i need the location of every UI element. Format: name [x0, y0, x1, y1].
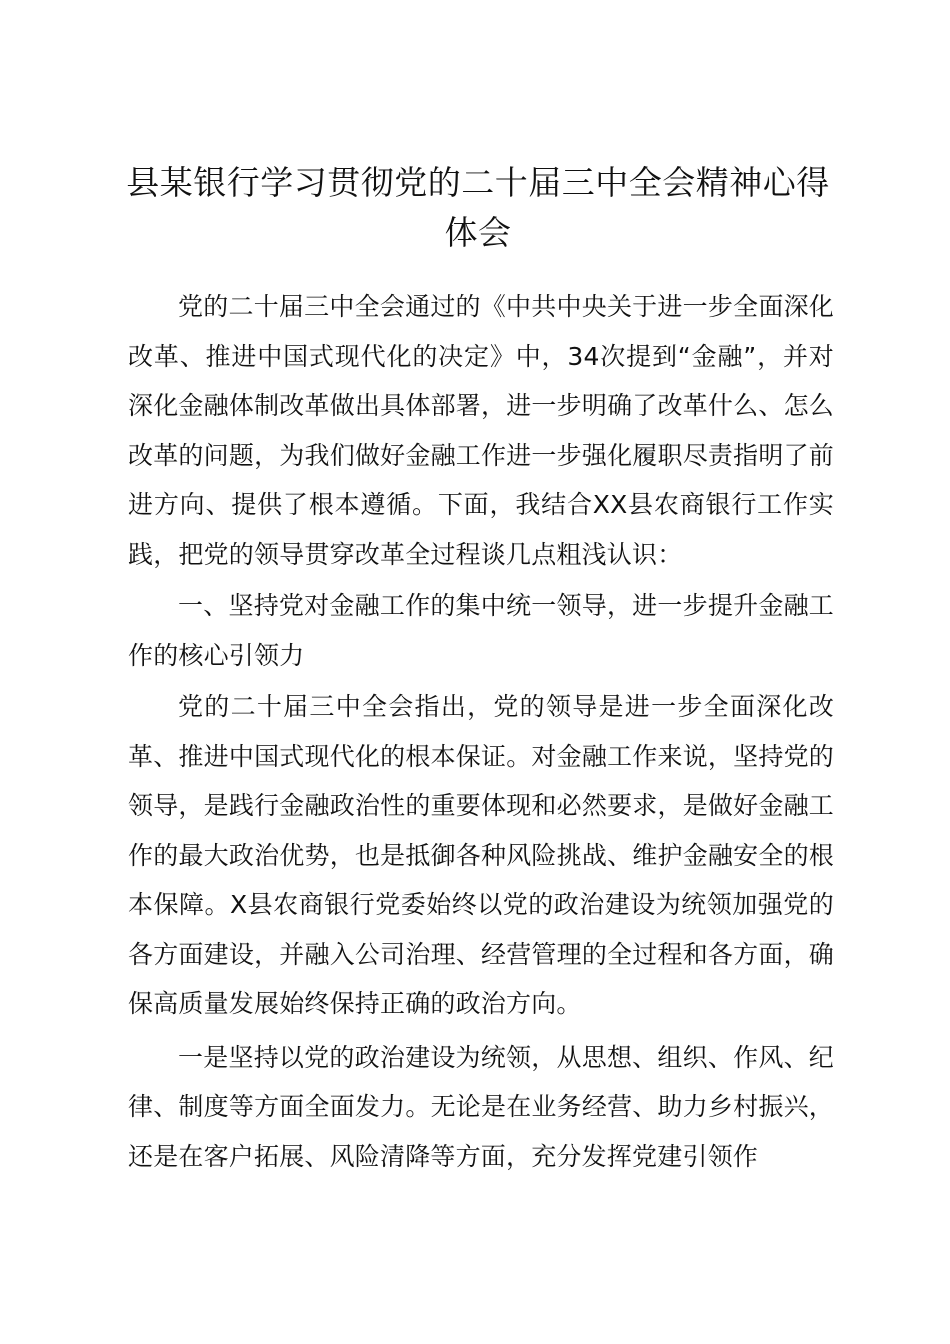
point-1-paragraph: 一是坚持以党的政治建设为统领，从思想、组织、作风、纪律、制度等方面全面发力。无论是在业务经营、助力乡村振兴，还是在客户拓展、风险清降等方面，充分发挥党建引领作 [128, 1042, 834, 1171]
document-title: 县某银行学习贯彻党的二十届三中全会精神心得体会 [126, 163, 830, 252]
intro-paragraph: 党的二十届三中全会通过的《中共中央关于进一步全面深化改革、推进中国式现代化的决定》中，34次提到“金融”，并对深化金融体制改革做出具体部署，进一步明确了改革什么、怎么改革的问题，为我们做好金融工作进一步强化履职尽责指明了前进方向、提供了根本遵循。下面，我结合XX县农商银行工作实践，把党的领导贯穿改革全过程谈几点粗浅认识： [128, 292, 834, 569]
document-body [128, 282, 834, 1181]
section-heading-1: 一、坚持党对金融工作的集中统一领导，进一步提升金融工作的核心引领力 [128, 591, 834, 670]
section-1-paragraph: 党的二十届三中全会指出，党的领导是进一步全面深化改革、推进中国式现代化的根本保证。对金融工作来说，坚持党的领导，是践行金融政治性的重要体现和必然要求，是做好金融工作的最大政治优势，也是抵御各种风险挑战、维护金融安全的根本保障。X县农商银行党委始终以党的政治建设为统领加强党的各方面建设，并融入公司治理、经营管理的全过程和各方面，确保高质量发展始终保持正确的政治方向。 [128, 692, 834, 1018]
